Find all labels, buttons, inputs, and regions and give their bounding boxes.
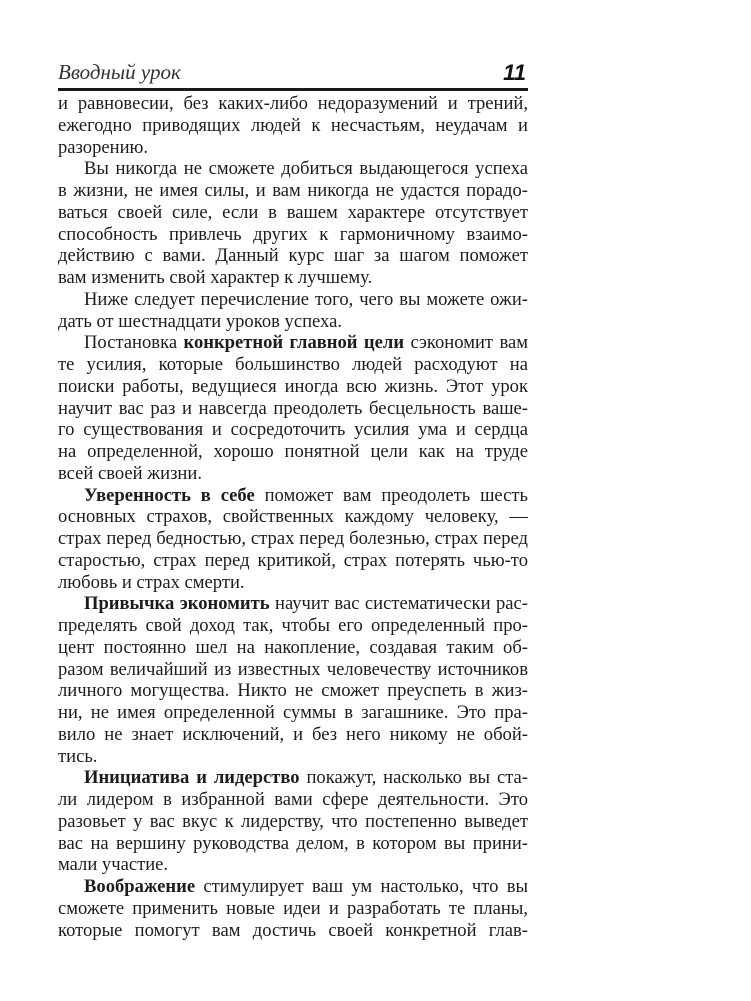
line-text: и равновесии, без каких-либо недоразумений и трений, [58, 93, 528, 114]
line-text: дать от шестнадцати уроков успеха. [58, 310, 342, 332]
line-text: ежегодно приводящих людей к несчастьям, неудачам и [58, 114, 528, 136]
line-text: любовь и страх смерти. [58, 571, 245, 593]
paragraph [58, 876, 528, 941]
line-text: ваться своей силе, если в вашем характере отсутствует [58, 201, 528, 223]
text-line [58, 398, 528, 420]
text-line [58, 593, 528, 615]
text-line [58, 93, 528, 115]
line-text: Ниже следует перечисление того, чего вы можете ожи- [84, 288, 528, 310]
text-line [58, 180, 528, 202]
line-text: цент постоянно шел на накопление, создавая таким об- [58, 636, 528, 658]
line-text: вило не знает исключений, и без него никому не обой- [58, 723, 528, 745]
paragraph [58, 93, 528, 158]
text-line [58, 115, 528, 137]
line-text: страх перед бедностью, страх перед болезнью, страх перед [58, 528, 528, 549]
line-text: научит вас систематически рас- [269, 593, 528, 615]
line-text: покажут, насколько вы ста- [299, 767, 528, 789]
page-number: 11 [503, 60, 526, 85]
line-text: разорению. [58, 136, 149, 158]
line-text: разовьет у вас вкус к лидерству, что постепенно выведет [58, 810, 528, 832]
line-text: на определенной, хорошо понятной цели как на труде [58, 441, 528, 462]
text-line [58, 767, 528, 789]
paragraph [58, 593, 528, 767]
line-text: способность привлечь других к гармоничному взаимо- [58, 223, 528, 245]
bold-term: Уверенность в себе [84, 484, 255, 506]
line-text: мали участие. [58, 854, 169, 876]
body-text [58, 93, 528, 941]
text-line [58, 746, 528, 768]
text-line [58, 789, 528, 811]
line-text: сэкономит вам [404, 332, 528, 354]
text-line [58, 419, 528, 441]
text-line [58, 376, 528, 398]
line-text: ли лидером в избранной вами сфере деятельности. Это [58, 789, 528, 810]
line-text: старостью, страх перед критикой, страх потерять чью-то [58, 549, 528, 571]
text-line [58, 224, 528, 246]
text-line [58, 506, 528, 528]
text-line [58, 267, 528, 289]
line-text: вас на вершину руководства делом, в котором вы прини- [58, 832, 528, 854]
line-text: в жизни, не имея силы, и вам никогда не удастся порадо- [58, 180, 528, 201]
text-line [58, 202, 528, 224]
bold-term: конкретной главной цели [183, 332, 405, 354]
text-line [58, 137, 528, 159]
line-text: поможет вам преодолеть шесть [254, 484, 528, 506]
line-text: те усилия, которые большинство людей расходуют на [58, 354, 528, 375]
text-line [58, 332, 528, 354]
text-line [58, 637, 528, 659]
line-text: вам изменить свой характер к лучшему. [58, 267, 373, 288]
text-line [58, 702, 528, 724]
text-line [58, 463, 528, 485]
line-text: тись. [58, 745, 98, 767]
paragraph [58, 332, 528, 484]
line-text: научит вас раз и навсегда преодолеть бесцельность ваше- [58, 397, 528, 419]
line-text: действию с вами. Данный курс шаг за шагом поможет [58, 245, 528, 267]
line-text: Вы никогда не сможете добиться выдающегося успеха [84, 158, 528, 180]
text-line [58, 289, 528, 311]
line-text: основных страхов, свойственных каждому человеку, — [58, 506, 528, 528]
text-line [58, 659, 528, 681]
text-line [58, 311, 528, 333]
text-line [58, 528, 528, 550]
bold-term: Привычка экономить [84, 593, 270, 615]
bold-term: Воображение [84, 876, 196, 897]
page-header [58, 60, 528, 91]
text-line [58, 680, 528, 702]
paragraph [58, 485, 528, 594]
text-line [58, 441, 528, 463]
text-line [58, 550, 528, 572]
text-line [58, 833, 528, 855]
text-line [58, 920, 528, 942]
text-line [58, 724, 528, 746]
line-text: поиски работы, ведущиеся иногда всю жизнь. Этот урок [58, 375, 528, 397]
text-line [58, 876, 528, 898]
text-line [58, 572, 528, 594]
text-line [58, 811, 528, 833]
text-line [58, 158, 528, 180]
line-text: всей своей жизни. [58, 462, 202, 484]
line-text: сможете применить новые идеи и разработать те планы, [58, 897, 528, 919]
text-line [58, 615, 528, 637]
line-text: ни, не имея определенной суммы в загашнике. Это пра- [58, 702, 528, 723]
running-title: Вводный урок [58, 60, 181, 84]
text-line [58, 898, 528, 920]
paragraph [58, 158, 528, 289]
paragraph [58, 289, 528, 333]
text-line [58, 485, 528, 507]
line-text: личного могущества. Никто не сможет преуспеть в жиз- [58, 680, 528, 702]
text-line [58, 354, 528, 376]
line-text: го существования и сосредоточить усилия ума и сердца [58, 419, 528, 441]
line-prefix: Постановка [84, 332, 184, 354]
line-text: которые помогут вам достичь своей конкретной глав- [58, 919, 528, 941]
bold-term: Инициатива и лидерство [84, 767, 300, 789]
text-line [58, 854, 528, 876]
line-text: разом величайший из известных человечеству источников [58, 658, 528, 680]
line-text: пределять свой доход так, чтобы его определенный про- [58, 615, 528, 636]
text-line [58, 245, 528, 267]
line-text: стимулирует ваш ум настолько, что вы [195, 876, 528, 897]
paragraph [58, 767, 528, 876]
